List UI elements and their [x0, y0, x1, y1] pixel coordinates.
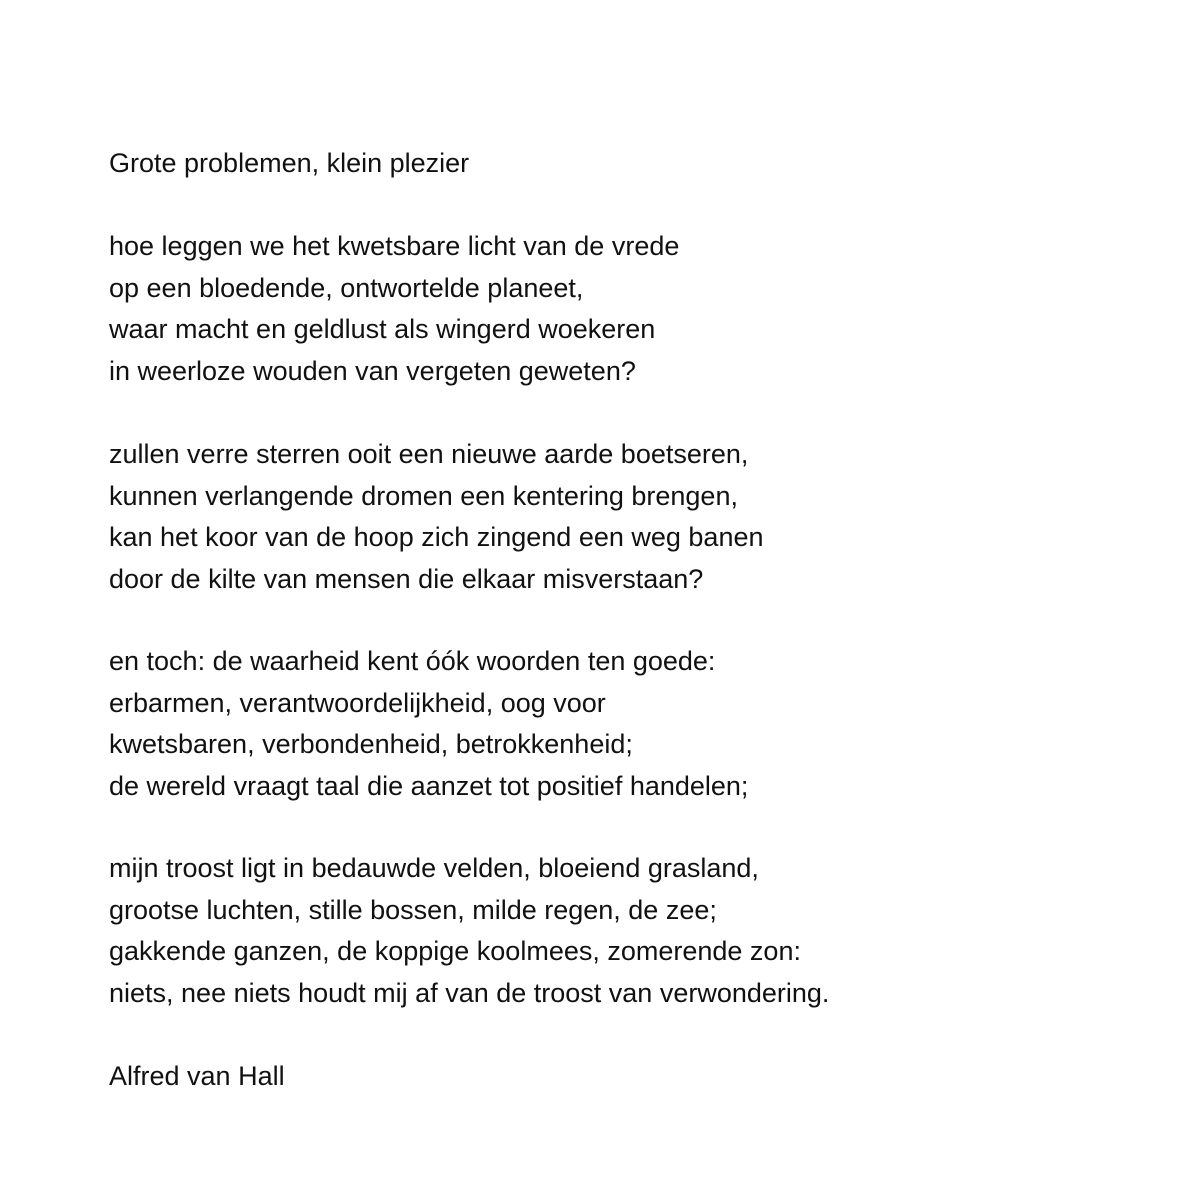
poem-line: de wereld vraagt taal die aanzet tot positief handelen; [109, 770, 749, 801]
poem-line: zullen verre sterren ooit een nieuwe aarde boetseren, [109, 439, 749, 469]
poem-line: mijn troost ligt in bedauwde velden, bloeiend grasland, [109, 853, 759, 883]
stanza-4 [109, 848, 829, 1014]
poem-line: hoe leggen we het kwetsbare licht van de vrede [109, 231, 680, 261]
poem-line: op een bloedende, ontwortelde planeet, [109, 272, 584, 303]
poem-line: kunnen verlangende dromen een kentering brengen, [109, 480, 738, 511]
poem-line: gakkende ganzen, de koppige koolmees, zomerende zon: [109, 936, 801, 966]
poem-line: door de kilte van mensen die elkaar misverstaan? [109, 563, 704, 594]
poem-title: Grote problemen, klein plezier [109, 148, 470, 178]
poem-line: in weerloze wouden van vergeten geweten? [109, 355, 636, 386]
poem-line: niets, nee niets houdt mij af van de troost van verwondering. [109, 977, 830, 1008]
stanza-2 [109, 434, 764, 600]
poem-author: Alfred van Hall [109, 1061, 285, 1091]
stanza-1 [109, 226, 679, 392]
poem-line: erbarmen, verantwoordelijkheid, oog voor [109, 687, 606, 718]
poem-line: waar macht en geldlust als wingerd woekeren [109, 314, 656, 344]
poem-line: grootse luchten, stille bossen, milde regen, de zee; [109, 894, 717, 925]
poem-line: kwetsbaren, verbondenheid, betrokkenheid; [109, 729, 633, 759]
poem-line: kan het koor van de hoop zich zingend een weg banen [109, 522, 764, 552]
poem-line: en toch: de waarheid kent óók woorden ten goede: [109, 646, 716, 676]
stanza-3 [109, 641, 748, 807]
